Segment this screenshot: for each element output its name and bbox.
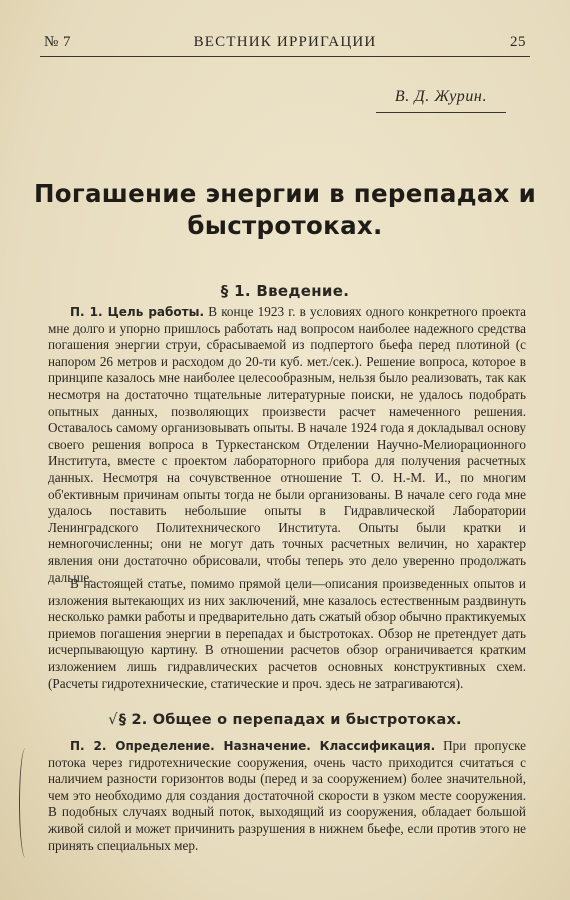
paragraph-3-text: При пропуске потока через гидротехнические сооружения, очень часто приходится считаться с наличием разности горизонтов воды (перед и за сооружением) более значительной, чем это необходимо для создания достаточной скорости в узком месте сооружения. В подобных случаях водный поток, выходящий из сооружения, обладает большой живой силой и может причинить разрушения в нижнем бьефе, если против этого не принять специальных мер. [48, 738, 526, 853]
paragraph-2 [48, 576, 526, 692]
check-mark: √ [108, 712, 118, 728]
paragraph-1-text: В конце 1923 г. в условиях одного конкретного проекта мне долго и упорно пришлось работать над вопросом наиболее надежного средства погашения энергии струи, сбрасываемой из подпертого бьефа перед плотиной (с напором 26 метров и расходом до 20-ти куб. мет./сек.). Решение вопроса, которое в принципе казалось мне наиболее целесообразным, нельзя было реализовать, так как несмотря на достаточно тщательные литературные поиски, не удалось подобрать опытных данных, позволяющих произвести расчет намеченного решения. Оставалось самому организовывать опыты. В начале 1924 года я докладывал основу своего решения вопроса в Туркестанском Отделении Научно-Мелиорационного Института, вместе с проектом лабораторного прибора для получения расчетных данных. Несмотря на сочувственное отношение Т. О. Н.-М. И., по многим об'ективным причинам опыты тогда не были организованы. В начале сего года мне удалось поставить небольшие опыты в Гидравлической Лаборатории Ленинградского Политехнического Института. Опыты были кратки и немногочисленны; они не могут дать точных расчетных величин, но характер явления они достаточно обрисовали, чтобы теперь это дело уверенно продолжать дальше. [48, 304, 526, 585]
paragraph-1 [48, 304, 526, 586]
author: В. Д. Журин. [376, 88, 506, 113]
page-number: 25 [510, 34, 526, 50]
paragraph-3-label: П. 2. Определение. Назначение. Классификация. [70, 739, 436, 753]
header-rule [40, 56, 530, 57]
article-title [20, 178, 550, 242]
journal-title: ВЕСТНИК ИРРИГАЦИИ [193, 34, 377, 50]
section-2-title: § 2. Общее о перепадах и быстротоках. [118, 712, 462, 728]
running-header [44, 34, 526, 54]
issue-number: № 7 [44, 34, 72, 50]
paragraph-1-label: П. 1. Цель работы. [70, 305, 205, 319]
title-line-2: быстротоках. [187, 211, 383, 240]
title-line-1: Погашение энергии в перепадах и [33, 179, 537, 208]
paragraph-2-text: В настоящей статье, помимо прямой цели—описания произведенных опытов и изложения вытекающих из них заключений, мне казалось естественным раздвинуть несколько рамки работы и предварительно дать сжатый обзор обычно практикуемых приемов погашения энергии в перепадах и быстротоках. Обзор не претендует дать исчерпывающую картину. В отношении расчетов обзор ограничивается кратким изложением лишь гидравлических расчетов основных конструктивных схем. (Расчеты гидротехнические, статические и проч. здесь не затрагиваются). [48, 576, 526, 691]
paragraph-3 [48, 738, 526, 854]
section-1-heading: § 1. Введение. [220, 282, 350, 300]
margin-bracket-mark [19, 748, 32, 858]
section-2-heading [0, 712, 570, 728]
